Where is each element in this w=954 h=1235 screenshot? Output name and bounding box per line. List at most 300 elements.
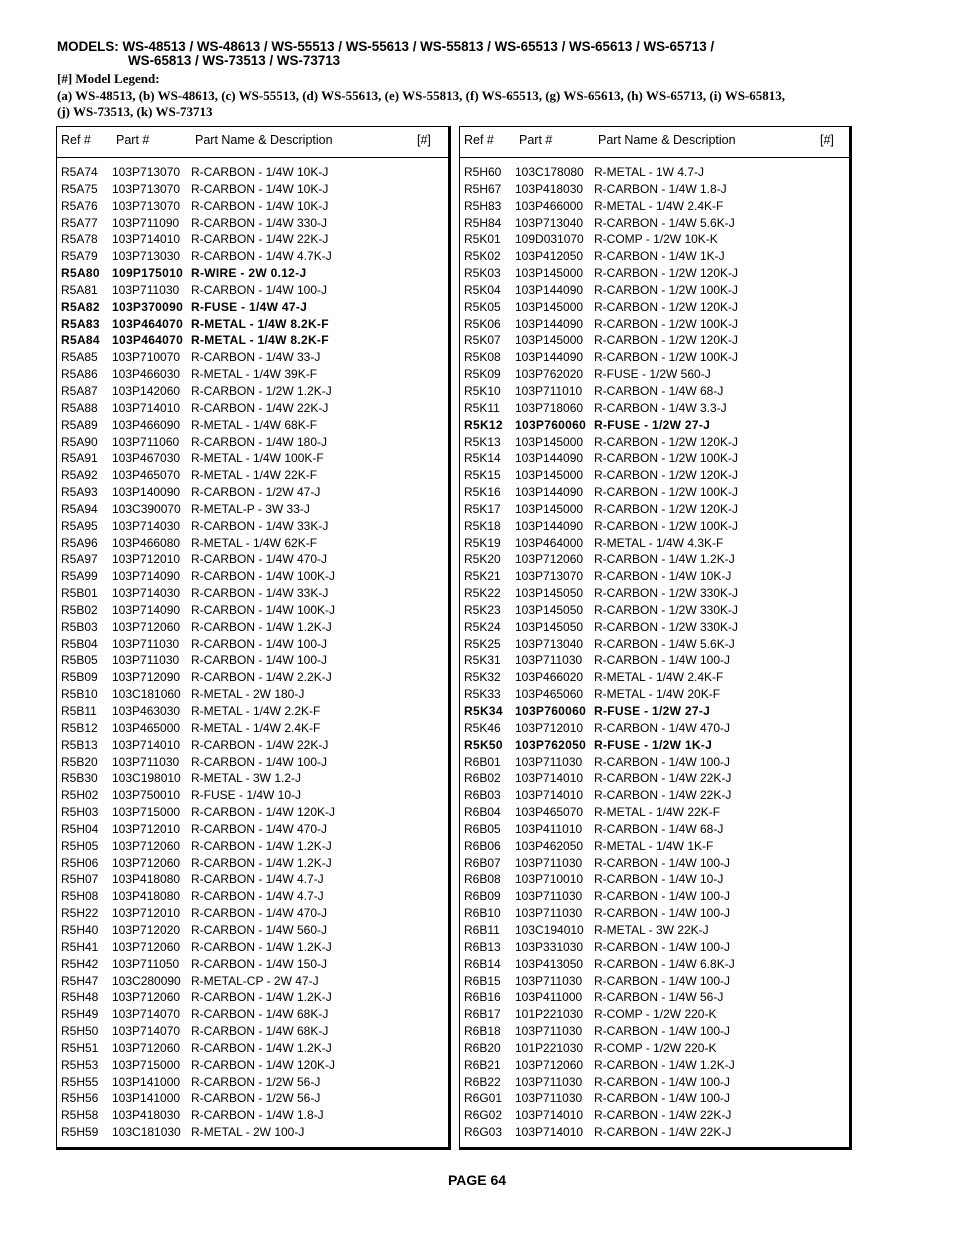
part-number-cell: 103P418080 [112, 889, 181, 904]
part-number-cell: 103P718060 [515, 400, 584, 415]
description-cell: R-CARBON - 1/4W 22K-J [594, 1125, 732, 1140]
table-row [57, 467, 448, 484]
ref-cell: R5H03 [61, 805, 99, 820]
description-cell: R-METAL - 2W 180-J [191, 687, 305, 702]
parts-table-right [459, 126, 852, 1150]
description-cell: R-METAL - 1/4W 22K-F [191, 468, 318, 483]
description-cell: R-CARBON - 1/2W 100K-J [594, 485, 739, 500]
table-row [460, 1040, 849, 1057]
description-cell: R-CARBON - 1/4W 56-J [594, 990, 724, 1005]
ref-cell: R6B03 [464, 788, 501, 803]
ref-cell: R5A82 [61, 299, 100, 314]
ref-cell: R6B16 [464, 990, 501, 1005]
ref-cell: R5K16 [464, 485, 501, 500]
table-row [57, 871, 448, 888]
table-row [57, 551, 448, 568]
ref-cell: R5K22 [464, 586, 501, 601]
table-row [57, 922, 448, 939]
part-number-cell: 103P714090 [112, 602, 181, 617]
table-row [57, 619, 448, 636]
table-row [460, 1074, 849, 1091]
description-cell: R-CARBON - 1/2W 47-J [191, 485, 321, 500]
part-number-cell: 103P712010 [112, 821, 181, 836]
ref-cell: R5B05 [61, 653, 98, 668]
table-row [57, 332, 448, 349]
part-number-cell: 103P145000 [515, 434, 584, 449]
table-row [57, 989, 448, 1006]
description-cell: R-METAL - 3W 22K-J [594, 922, 709, 937]
table-row [460, 568, 849, 585]
ref-cell: R5H04 [61, 821, 99, 836]
table-row [460, 164, 849, 181]
table-row [460, 821, 849, 838]
ref-cell: R6B08 [464, 872, 501, 887]
description-cell: R-CARBON - 1/2W 330K-J [594, 619, 739, 634]
ref-cell: R6B01 [464, 754, 501, 769]
ref-cell: R5A78 [61, 232, 98, 247]
ref-cell: R5A90 [61, 434, 98, 449]
ref-cell: R5A89 [61, 417, 98, 432]
table-row [460, 383, 849, 400]
part-number-cell: 103P465070 [515, 805, 584, 820]
ref-cell: R5A88 [61, 400, 98, 415]
part-number-cell: 103P141000 [112, 1074, 181, 1089]
page-number: PAGE 64 [447, 1172, 507, 1188]
ref-cell: R5B11 [61, 704, 97, 718]
ref-cell: R5H08 [61, 889, 99, 904]
part-number-cell: 103P711030 [515, 973, 583, 988]
description-cell: R-CARBON - 1/4W 100-J [594, 939, 731, 954]
table-row [57, 669, 448, 686]
part-number-cell: 103P714010 [515, 1125, 584, 1140]
part-number-cell: 103P144090 [515, 451, 584, 466]
table-row [460, 787, 849, 804]
part-number-cell: 103P466030 [112, 367, 181, 382]
description-cell: R-CARBON - 1/4W 5.6K-J [594, 215, 735, 230]
part-number-cell: 103P714030 [112, 518, 181, 533]
ref-cell: R5H55 [61, 1074, 99, 1089]
part-number-cell: 103C390070 [112, 501, 181, 516]
part-number-cell: 103P144090 [515, 518, 584, 533]
part-number-cell: 103C280090 [112, 973, 181, 988]
header-part: Part # [519, 133, 553, 147]
table-row [57, 316, 448, 333]
table-row [460, 484, 849, 501]
description-cell: R-METAL - 1/4W 8.2K-F [191, 316, 329, 331]
description-cell: R-CARBON - 1/4W 100-J [594, 889, 731, 904]
description-cell: R-CARBON - 1/4W 1.2K-J [191, 939, 332, 954]
table-row [57, 164, 448, 181]
description-cell: R-CARBON - 1/4W 470-J [191, 821, 328, 836]
part-number-cell: 103P714070 [112, 1007, 181, 1022]
part-number-cell: 103P463030 [112, 704, 181, 718]
part-number-cell: 103P711090 [112, 215, 180, 230]
part-number-cell: 103P711030 [112, 636, 180, 651]
part-number-cell: 103P711060 [112, 434, 180, 449]
ref-cell: R5B12 [61, 720, 98, 735]
description-cell: R-CARBON - 1/4W 22K-J [191, 400, 329, 415]
table-row [57, 821, 448, 838]
part-number-cell: 103P712060 [112, 855, 181, 870]
ref-cell: R5K33 [464, 687, 501, 702]
ref-cell: R5A81 [61, 282, 98, 297]
part-number-cell: 103P713030 [112, 249, 181, 264]
table-row [460, 602, 849, 619]
description-cell: R-CARBON - 1/4W 10-J [594, 872, 724, 887]
ref-cell: R5H40 [61, 922, 99, 937]
part-number-cell: 103P145050 [515, 602, 584, 617]
part-number-cell: 103P714030 [112, 586, 181, 601]
ref-cell: R6B05 [464, 821, 501, 836]
description-cell: R-METAL - 1W 4.7-J [594, 165, 705, 179]
ref-cell: R5K24 [464, 619, 501, 634]
part-number-cell: 103P712060 [515, 1057, 584, 1072]
description-cell: R-CARBON - 1/4W 120K-J [191, 1057, 336, 1072]
part-number-cell: 103C178080 [515, 165, 584, 179]
ref-cell: R5K19 [464, 535, 501, 550]
part-number-cell: 103P145000 [515, 266, 584, 281]
ref-cell: R5H49 [61, 1007, 99, 1022]
header-ref: Ref # [464, 133, 494, 147]
part-number-cell: 109D031070 [515, 232, 584, 247]
description-cell: R-METAL - 1/4W 8.2K-F [191, 333, 329, 348]
ref-cell: R5H67 [464, 181, 502, 196]
ref-cell: R5H06 [61, 855, 99, 870]
part-number-cell: 103P145000 [515, 501, 584, 516]
part-number-cell: 103P145000 [515, 333, 584, 348]
ref-cell: R6B02 [464, 771, 501, 786]
ref-cell: R5K34 [464, 704, 503, 718]
ref-cell: R6B07 [464, 855, 501, 870]
part-number-cell: 103P711030 [515, 889, 583, 904]
description-cell: R-CARBON - 1/4W 68-J [594, 383, 724, 398]
table-row [460, 922, 849, 939]
description-cell: R-CARBON - 1/4W 150-J [191, 956, 328, 971]
ref-cell: R6G02 [464, 1108, 503, 1123]
table-row [460, 1124, 849, 1141]
header-ref: Ref # [61, 133, 91, 147]
table-row [57, 1074, 448, 1091]
ref-cell: R5B10 [61, 687, 98, 702]
table-row [460, 1107, 849, 1124]
description-cell: R-CARBON - 1/4W 1.8-J [191, 1108, 324, 1123]
description-cell: R-CARBON - 1/4W 10K-J [191, 165, 329, 179]
table-row [460, 804, 849, 821]
part-number-cell: 103P466020 [515, 670, 584, 685]
description-cell: R-CARBON - 1/4W 1.2K-J [191, 990, 332, 1005]
part-number-cell: 103P466090 [112, 417, 181, 432]
table-row [460, 349, 849, 366]
table-row [57, 703, 448, 720]
ref-cell: R5B03 [61, 619, 98, 634]
part-number-cell: 103C181060 [112, 687, 181, 702]
part-number-cell: 103P144090 [515, 282, 584, 297]
table-row [460, 619, 849, 636]
table-header [57, 127, 448, 158]
table-row [57, 181, 448, 198]
part-number-cell: 103P464000 [515, 535, 584, 550]
table-row [460, 939, 849, 956]
description-cell: R-METAL - 1/4W 1K-F [594, 838, 714, 853]
part-number-cell: 103P411000 [515, 990, 583, 1005]
table-row [460, 737, 849, 754]
description-cell: R-CARBON - 1/4W 100-J [191, 653, 328, 668]
part-number-cell: 103C181030 [112, 1125, 181, 1140]
description-cell: R-CARBON - 1/4W 68-J [594, 821, 724, 836]
description-cell: R-METAL - 1/4W 39K-F [191, 367, 318, 382]
part-number-cell: 103P715000 [112, 1057, 181, 1072]
ref-cell: R5K21 [464, 569, 501, 584]
ref-cell: R5H56 [61, 1091, 99, 1106]
description-cell: R-CARBON - 1/4W 4.7-J [191, 889, 324, 904]
table-row [460, 434, 849, 451]
description-cell: R-CARBON - 1/4W 470-J [191, 906, 328, 921]
part-number-cell: 103P714010 [515, 1108, 584, 1123]
table-row [57, 737, 448, 754]
ref-cell: R5A85 [61, 350, 98, 365]
part-number-cell: 103P331030 [515, 939, 584, 954]
table-row [460, 198, 849, 215]
part-number-cell: 103P712090 [112, 670, 181, 685]
table-row [460, 282, 849, 299]
part-number-cell: 103P711010 [515, 383, 583, 398]
table-row [57, 231, 448, 248]
part-number-cell: 103P711030 [515, 1091, 583, 1106]
description-cell: R-METAL - 1/4W 22K-F [594, 805, 721, 820]
part-number-cell: 103P418080 [112, 872, 181, 887]
description-cell: R-METAL - 3W 1.2-J [191, 771, 302, 786]
ref-cell: R5A75 [61, 181, 98, 196]
description-cell: R-CARBON - 1/4W 1.2K-J [594, 552, 735, 567]
ref-cell: R5K18 [464, 518, 501, 533]
ref-cell: R5K04 [464, 282, 501, 297]
part-number-cell: 103P140090 [112, 485, 181, 500]
part-number-cell: 103P712010 [112, 906, 181, 921]
ref-cell: R5K09 [464, 367, 501, 382]
ref-cell: R5A97 [61, 552, 98, 567]
table-row [57, 905, 448, 922]
description-cell: R-CARBON - 1/4W 10K-J [191, 198, 329, 213]
part-number-cell: 101P221030 [515, 1040, 584, 1055]
description-cell: R-CARBON - 1/4W 33K-J [191, 586, 329, 601]
part-number-cell: 103P713070 [112, 181, 181, 196]
table-row [460, 535, 849, 552]
table-row [57, 518, 448, 535]
ref-cell: R5K05 [464, 299, 501, 314]
ref-cell: R5A99 [61, 569, 98, 584]
part-number-cell: 103P714090 [112, 569, 181, 584]
description-cell: R-COMP - 1/2W 10K-K [594, 232, 718, 247]
table-row [460, 770, 849, 787]
table-row [57, 215, 448, 232]
ref-cell: R5K06 [464, 316, 501, 331]
ref-cell: R5K23 [464, 602, 501, 617]
table-row [460, 888, 849, 905]
description-cell: R-WIRE - 2W 0.12-J [191, 266, 307, 281]
ref-cell: R6B06 [464, 838, 501, 853]
table-row [57, 248, 448, 265]
description-cell: R-CARBON - 1/4W 1.2K-J [191, 619, 332, 634]
description-cell: R-CARBON - 1/2W 120K-J [594, 266, 739, 281]
ref-cell: R6B21 [464, 1057, 501, 1072]
ref-cell: R5K17 [464, 501, 501, 516]
part-number-cell: 103P712010 [112, 552, 181, 567]
ref-cell: R5B13 [61, 737, 98, 752]
table-row [460, 636, 849, 653]
table-row [57, 501, 448, 518]
ref-cell: R6B13 [464, 939, 501, 954]
description-cell: R-CARBON - 1/4W 100-J [594, 973, 731, 988]
table-row [57, 450, 448, 467]
part-number-cell: 103P760060 [515, 417, 587, 432]
table-row [57, 366, 448, 383]
table-row [460, 871, 849, 888]
table-row [460, 265, 849, 282]
description-cell: R-CARBON - 1/2W 56-J [191, 1074, 321, 1089]
table-row [57, 535, 448, 552]
header-description: Part Name & Description [195, 133, 333, 147]
ref-cell: R6G01 [464, 1091, 503, 1106]
part-number-cell: 103P713040 [515, 636, 584, 651]
description-cell: R-CARBON - 1/4W 470-J [191, 552, 328, 567]
part-number-cell: 103P711050 [112, 956, 180, 971]
part-number-cell: 103P712010 [515, 720, 584, 735]
description-cell: R-FUSE - 1/2W 560-J [594, 367, 711, 382]
ref-cell: R6B10 [464, 906, 501, 921]
table-row [460, 720, 849, 737]
description-cell: R-CARBON - 1/4W 100-J [594, 855, 731, 870]
description-cell: R-CARBON - 1/2W 100K-J [594, 350, 739, 365]
part-number-cell: 103C198010 [112, 771, 181, 786]
legend-line-2: (j) WS-73513, (k) WS-73713 [57, 104, 213, 119]
description-cell: R-FUSE - 1/2W 27-J [594, 704, 711, 718]
ref-cell: R5A87 [61, 383, 98, 398]
table-row [57, 855, 448, 872]
ref-cell: R6B11 [464, 922, 500, 937]
table-row [460, 417, 849, 434]
table-row [57, 1124, 448, 1141]
part-number-cell: 103P711030 [515, 653, 583, 668]
ref-cell: R5H58 [61, 1108, 99, 1123]
table-row [57, 973, 448, 990]
models-heading [57, 40, 917, 68]
part-number-cell: 103P467030 [112, 451, 181, 466]
description-cell: R-CARBON - 1/2W 120K-J [594, 299, 739, 314]
ref-cell: R5K10 [464, 383, 501, 398]
models-line-1: MODELS: WS-48513 / WS-48613 / WS-55513 / WS-55613 / WS-55813 / WS-65513 / WS-65613 / WS-65713 / [57, 39, 715, 54]
table-row [460, 467, 849, 484]
description-cell: R-CARBON - 1/2W 120K-J [594, 468, 739, 483]
ref-cell: R5H02 [61, 788, 99, 803]
description-cell: R-CARBON - 1/4W 100-J [594, 906, 731, 921]
ref-cell: R5B04 [61, 636, 98, 651]
description-cell: R-FUSE - 1/4W 47-J [191, 299, 308, 314]
header-part: Part # [116, 133, 150, 147]
description-cell: R-METAL - 2W 100-J [191, 1125, 305, 1140]
part-number-cell: 103P145050 [515, 586, 584, 601]
ref-cell: R5K20 [464, 552, 501, 567]
table-row [57, 1006, 448, 1023]
description-cell: R-COMP - 1/2W 220-K [594, 1007, 717, 1022]
description-cell: R-CARBON - 1/4W 1.2K-J [191, 838, 332, 853]
description-cell: R-CARBON - 1/2W 100K-J [594, 316, 739, 331]
table-row [57, 400, 448, 417]
description-cell: R-CARBON - 1/2W 100K-J [594, 451, 739, 466]
ref-cell: R5K01 [464, 232, 501, 247]
part-number-cell: 103P144090 [515, 485, 584, 500]
part-number-cell: 103P714010 [515, 788, 584, 803]
ref-cell: R5A91 [61, 451, 98, 466]
description-cell: R-FUSE - 1/4W 10-J [191, 788, 302, 803]
table-row [460, 1006, 849, 1023]
part-number-cell: 109P175010 [112, 266, 184, 281]
ref-cell: R5B01 [61, 586, 98, 601]
description-cell: R-CARBON - 1/4W 330-J [191, 215, 328, 230]
description-cell: R-CARBON - 1/4W 100-J [191, 282, 328, 297]
ref-cell: R5A76 [61, 198, 98, 213]
part-number-cell: 103P145050 [515, 619, 584, 634]
table-row [57, 1040, 448, 1057]
description-cell: R-CARBON - 1/4W 100K-J [191, 569, 336, 584]
table-row [460, 686, 849, 703]
description-cell: R-METAL - 1/4W 62K-F [191, 535, 318, 550]
description-cell: R-CARBON - 1/4W 10K-J [594, 569, 732, 584]
description-cell: R-CARBON - 1/4W 22K-J [191, 232, 329, 247]
ref-cell: R5A93 [61, 485, 98, 500]
table-row [57, 804, 448, 821]
table-row [57, 1107, 448, 1124]
description-cell: R-CARBON - 1/4W 100-J [594, 754, 731, 769]
part-number-cell: 103P714010 [112, 232, 181, 247]
table-row [460, 956, 849, 973]
ref-cell: R6B22 [464, 1074, 501, 1089]
ref-cell: R6B17 [464, 1007, 501, 1022]
ref-cell: R6B18 [464, 1024, 501, 1039]
part-number-cell: 103P145000 [515, 468, 584, 483]
table-row [460, 518, 849, 535]
table-row [460, 231, 849, 248]
ref-cell: R5K03 [464, 266, 501, 281]
part-number-cell: 103P710070 [112, 350, 181, 365]
legend-line-1: (a) WS-48513, (b) WS-48613, (c) WS-55513, (d) WS-55613, (e) WS-55813, (f) WS-65513, (g) WS-65613, (h) WS-65713, (i) WS-65813, [57, 87, 786, 103]
table-row [460, 855, 849, 872]
ref-cell: R5H42 [61, 956, 99, 971]
ref-cell: R6B15 [464, 973, 501, 988]
ref-cell: R5H05 [61, 838, 99, 853]
ref-cell: R6B20 [464, 1040, 501, 1055]
ref-cell: R5H07 [61, 872, 99, 887]
description-cell: R-CARBON - 1/4W 22K-J [594, 788, 732, 803]
ref-cell: R5K02 [464, 249, 501, 264]
ref-cell: R5K25 [464, 636, 501, 651]
description-cell: R-CARBON - 1/4W 4.7-J [191, 872, 324, 887]
part-number-cell: 103C194010 [515, 922, 584, 937]
part-number-cell: 103P370090 [112, 299, 184, 314]
description-cell: R-CARBON - 1/4W 68K-J [191, 1024, 329, 1039]
description-cell: R-CARBON - 1/4W 33-J [191, 350, 321, 365]
table-row [460, 838, 849, 855]
part-number-cell: 103P418030 [112, 1108, 181, 1123]
ref-cell: R5A94 [61, 501, 98, 516]
table-row [460, 299, 849, 316]
ref-cell: R5B09 [61, 670, 98, 685]
description-cell: R-CARBON - 1/4W 6.8K-J [594, 956, 735, 971]
ref-cell: R5K11 [464, 400, 500, 415]
table-row [460, 215, 849, 232]
table-row [460, 652, 849, 669]
description-cell: R-CARBON - 1/4W 3.3-J [594, 400, 727, 415]
description-cell: R-CARBON - 1/4W 1K-J [594, 249, 725, 264]
